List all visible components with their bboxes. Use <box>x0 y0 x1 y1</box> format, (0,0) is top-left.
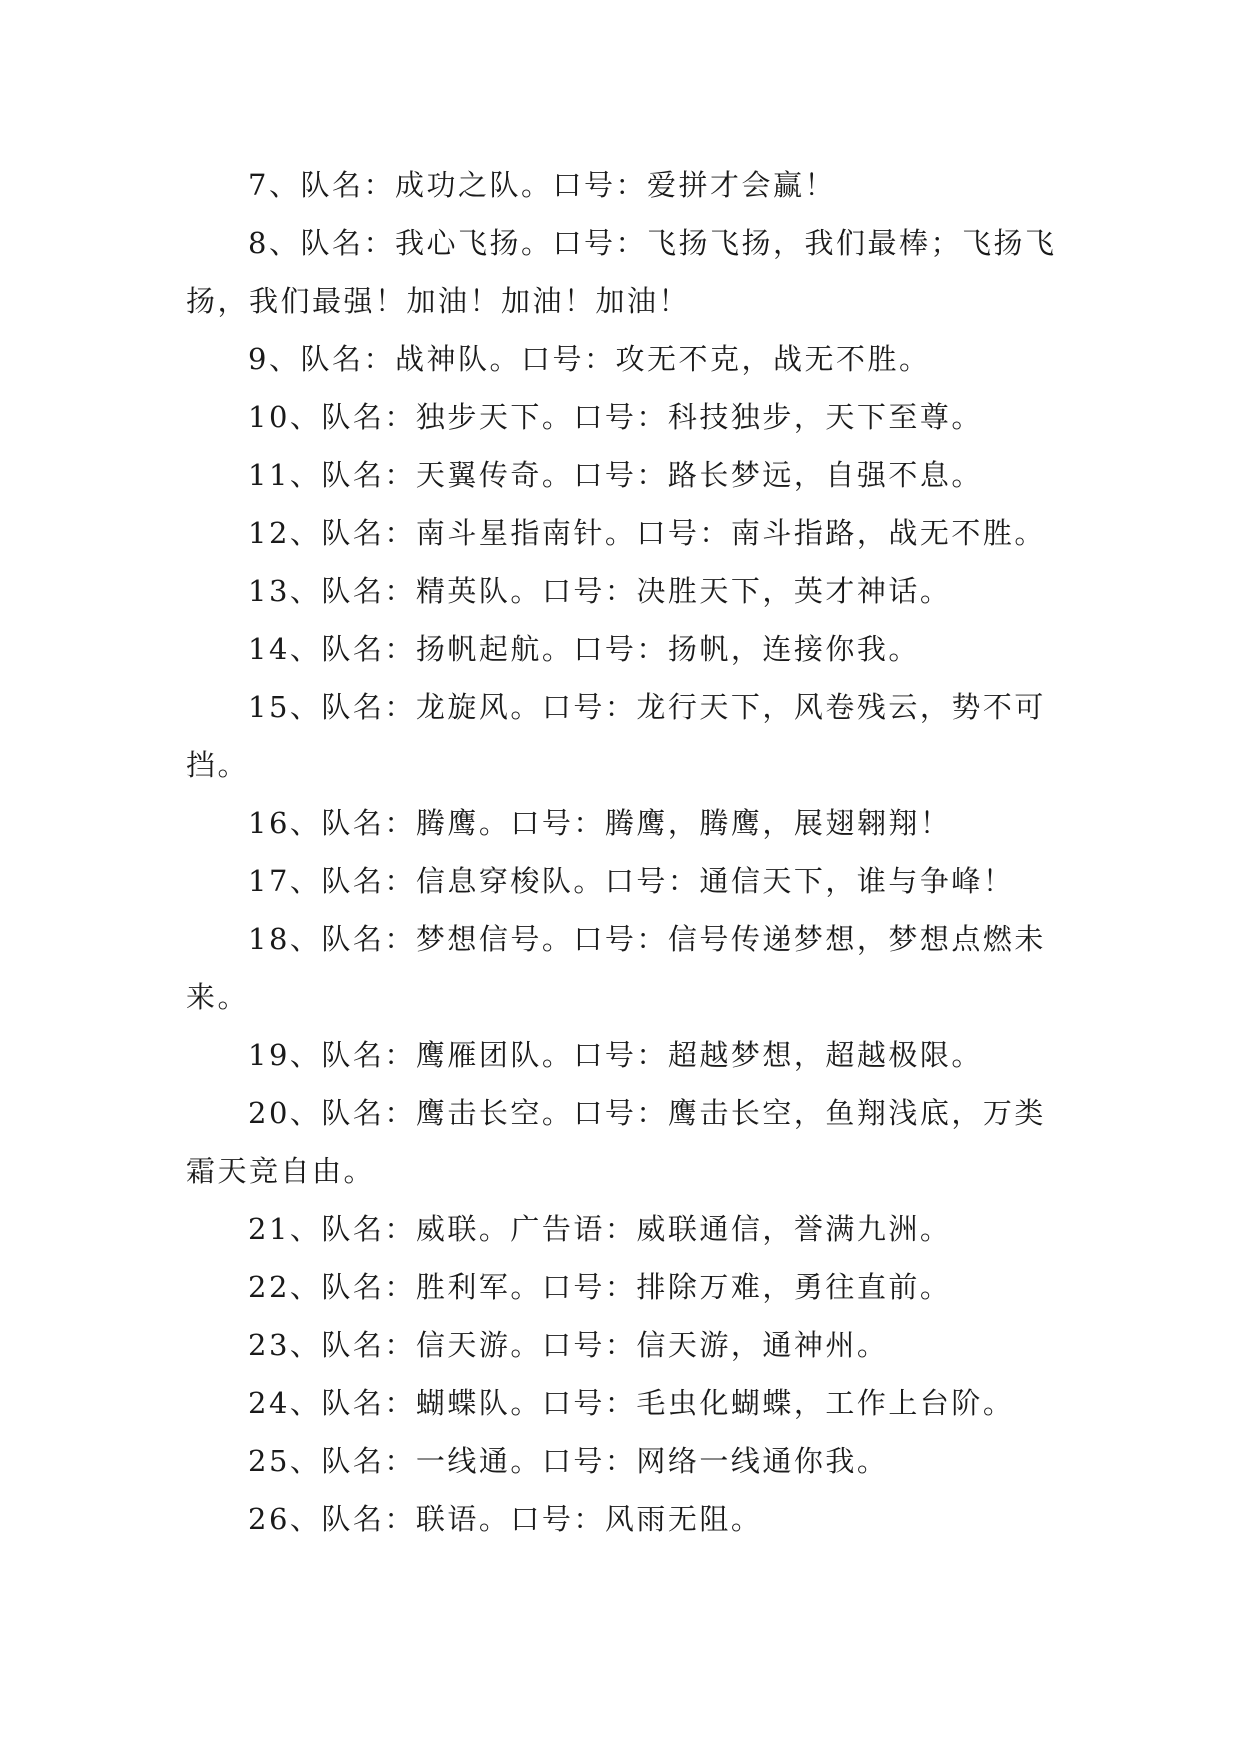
list-item: 8、队名：我心飞扬。口号：飞扬飞扬，我们最棒；飞扬飞扬，我们最强！加油！加油！加油！ <box>186 226 1057 318</box>
list-item: 20、队名：鹰击长空。口号：鹰击长空，鱼翔浅底，万类霜天竞自由。 <box>186 1096 1046 1188</box>
list-item: 16、队名：腾鹰。口号：腾鹰，腾鹰，展翅翱翔！ <box>248 806 952 840</box>
list-item: 23、队名：信天游。口号：信天游，通神州。 <box>248 1328 889 1362</box>
list-item: 14、队名：扬帆起航。口号：扬帆，连接你我。 <box>248 632 920 666</box>
list-item: 9、队名：战神队。口号：攻无不克，战无不胜。 <box>248 342 931 376</box>
list-item: 17、队名：信息穿梭队。口号：通信天下，谁与争峰！ <box>248 864 1015 898</box>
list-item: 18、队名：梦想信号。口号：信号传递梦想，梦想点燃未来。 <box>186 922 1046 1014</box>
list-item: 22、队名：胜利军。口号：排除万难，勇往直前。 <box>248 1270 952 1304</box>
list-item: 26、队名：联语。口号：风雨无阻。 <box>248 1502 763 1536</box>
list-item: 11、队名：天翼传奇。口号：路长梦远，自强不息。 <box>248 458 983 492</box>
list-item: 12、队名：南斗星指南针。口号：南斗指路，战无不胜。 <box>248 516 1046 550</box>
list-item: 10、队名：独步天下。口号：科技独步，天下至尊。 <box>248 400 983 434</box>
list-item: 15、队名：龙旋风。口号：龙行天下，风卷残云，势不可挡。 <box>186 690 1046 782</box>
list-item: 25、队名：一线通。口号：网络一线通你我。 <box>248 1444 889 1478</box>
list-item: 24、队名：蝴蝶队。口号：毛虫化蝴蝶，工作上台阶。 <box>248 1386 1015 1420</box>
list-item: 21、队名：威联。广告语：威联通信，誉满九洲。 <box>248 1212 952 1246</box>
list-item: 19、队名：鹰雁团队。口号：超越梦想，超越极限。 <box>248 1038 983 1072</box>
list-item: 13、队名：精英队。口号：决胜天下，英才神话。 <box>248 574 952 608</box>
list-item: 7、队名：成功之队。口号：爱拼才会赢！ <box>248 168 836 202</box>
document-body <box>186 156 1066 1548</box>
